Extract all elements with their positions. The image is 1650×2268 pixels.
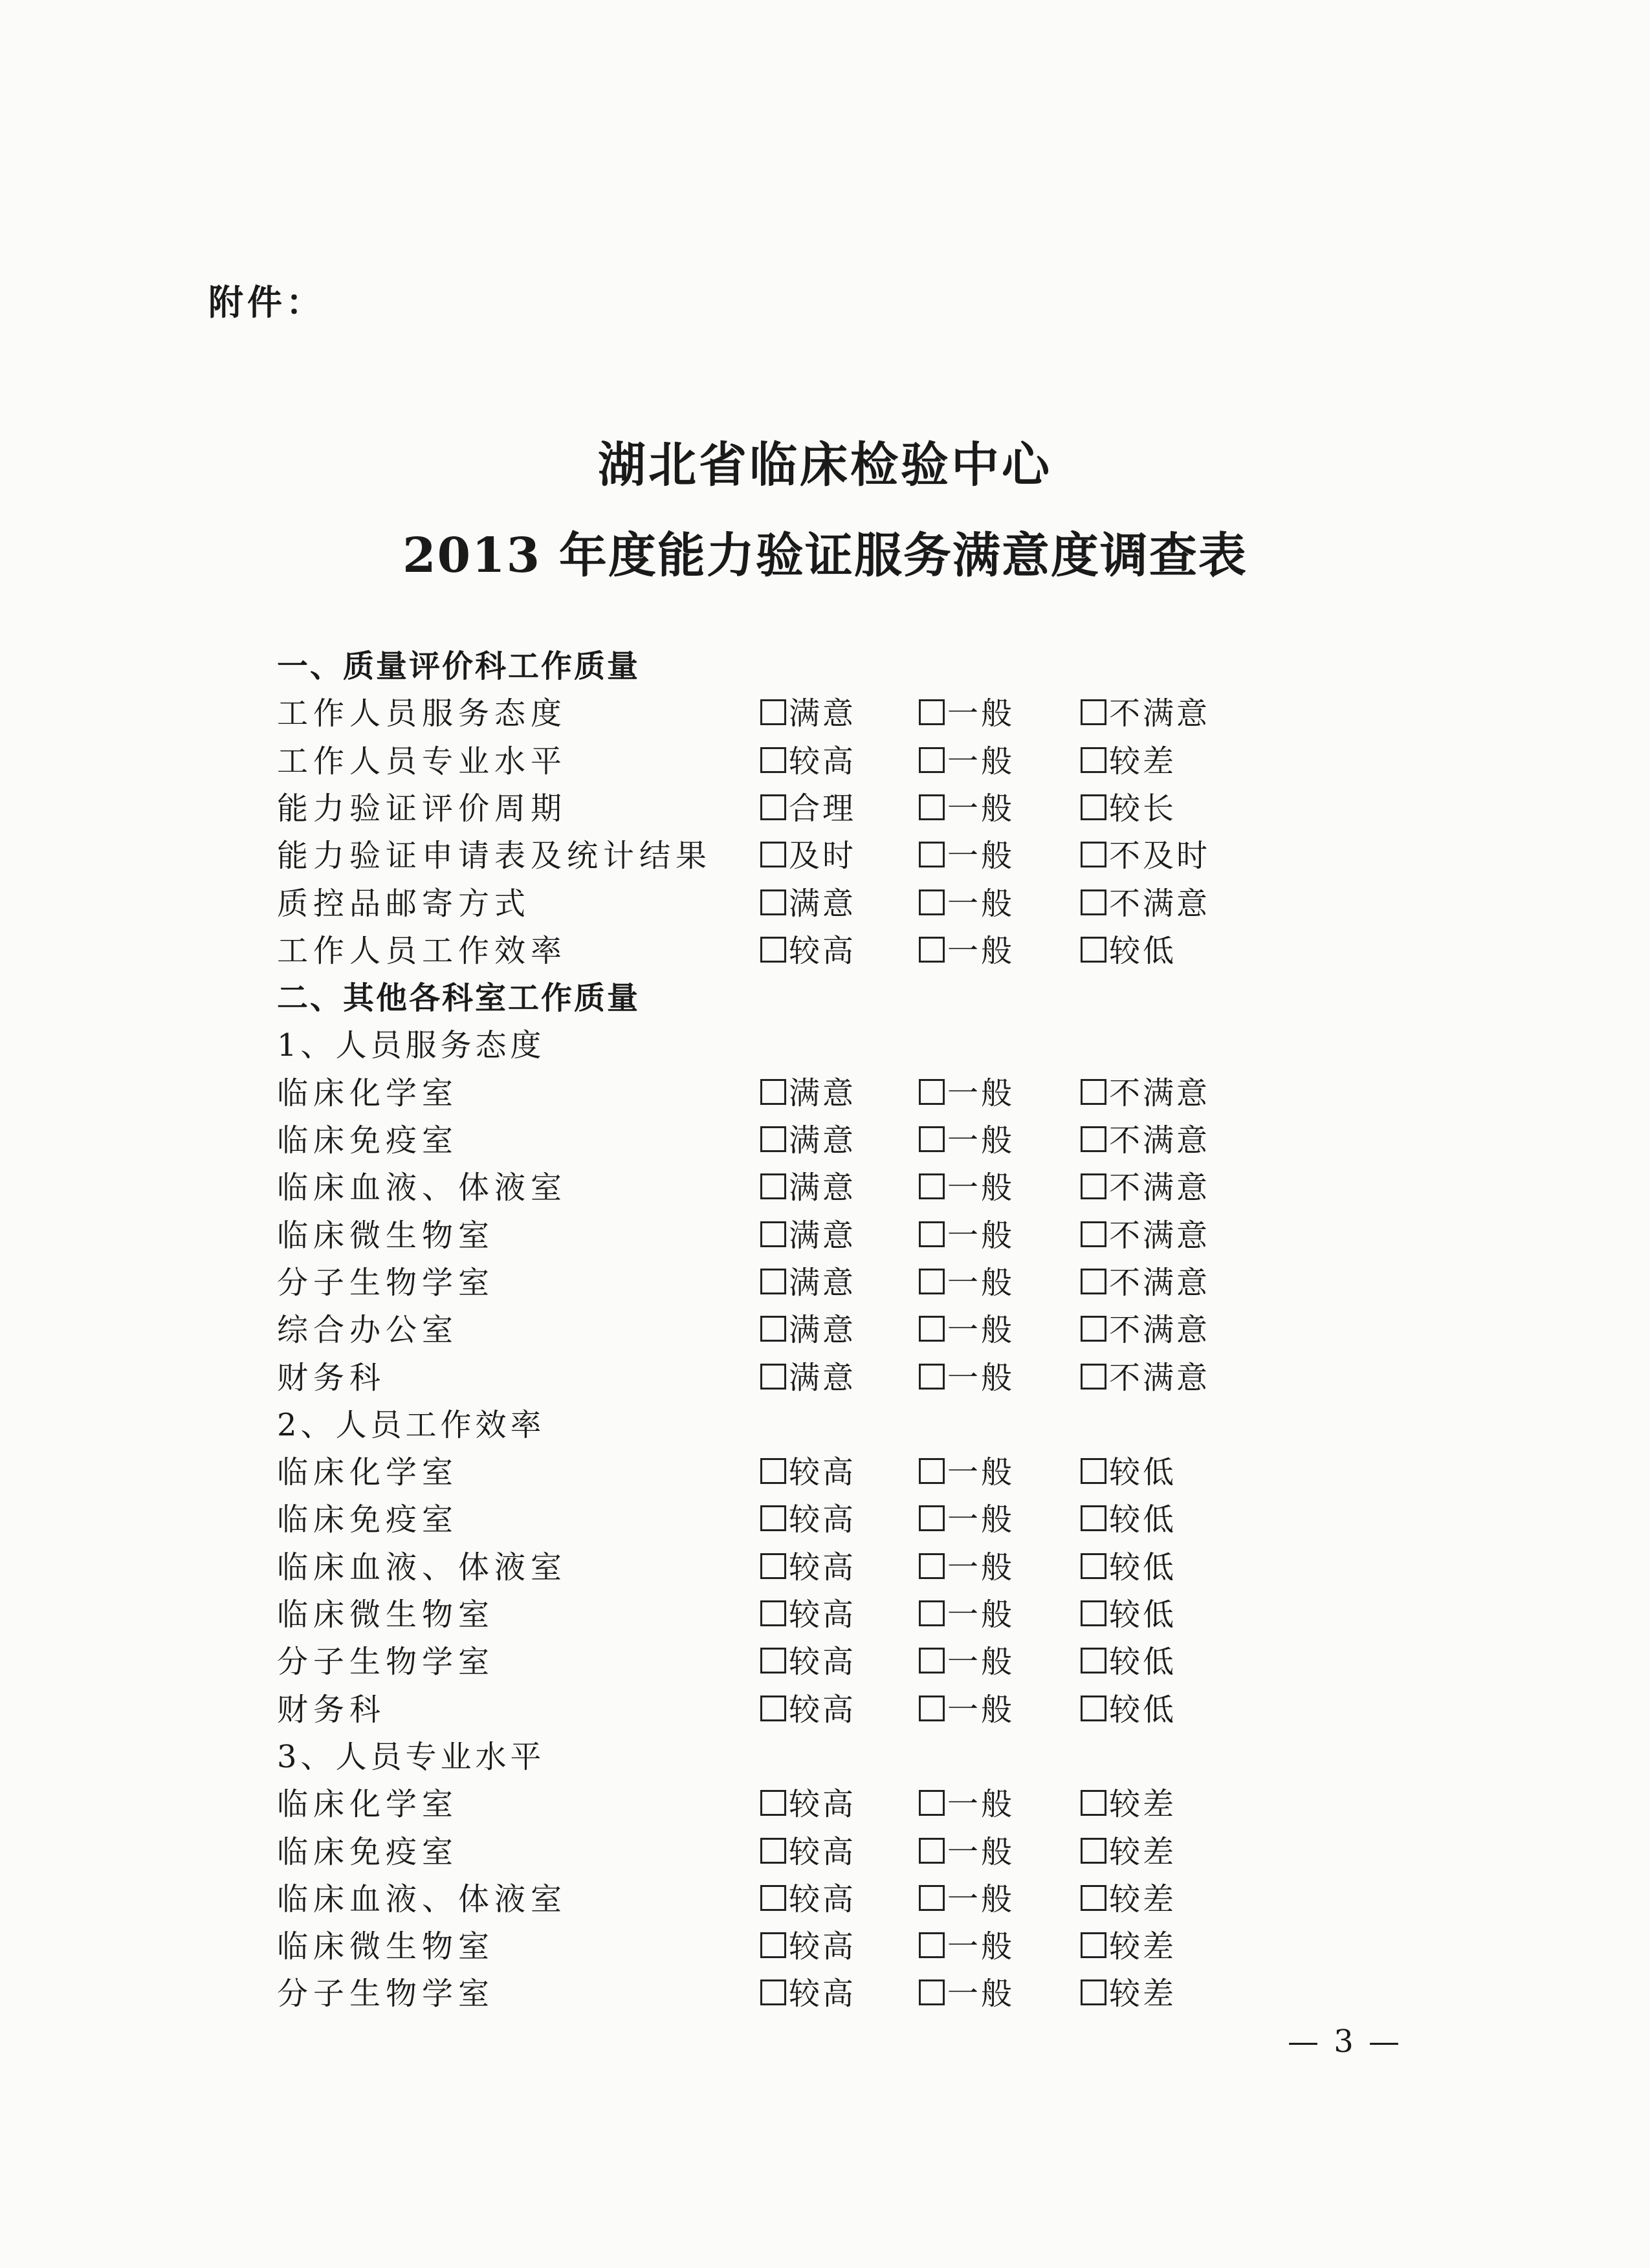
option-1[interactable] [760, 1785, 856, 1824]
option-2[interactable] [919, 1500, 1015, 1539]
option-1[interactable] [760, 1880, 856, 1919]
option-label: 较高 [789, 1833, 857, 1870]
option-label: 不满意 [1109, 695, 1211, 732]
row-label: 分子生物学室 [277, 1644, 495, 1681]
survey-row [0, 1927, 1650, 1975]
subsection-heading [0, 1406, 1650, 1454]
option-1[interactable] [760, 789, 856, 828]
option-3[interactable] [1081, 1785, 1176, 1824]
option-label: 一般 [947, 790, 1015, 827]
subsection-heading [0, 1738, 1650, 1785]
survey-row [0, 1642, 1650, 1690]
checkbox-icon[interactable] [919, 1696, 945, 1721]
survey-row [0, 1121, 1650, 1169]
option-label: 一般 [947, 1122, 1015, 1159]
checkbox-icon[interactable] [760, 1790, 786, 1816]
option-1[interactable] [760, 1595, 856, 1634]
option-3[interactable] [1081, 1216, 1210, 1255]
survey-row [0, 884, 1650, 932]
option-2[interactable] [919, 1263, 1015, 1302]
option-label: 不满意 [1109, 1264, 1211, 1301]
checkbox-icon[interactable] [1081, 1364, 1106, 1390]
checkbox-icon[interactable] [760, 937, 786, 963]
option-3[interactable] [1081, 836, 1210, 875]
survey-row [0, 742, 1650, 790]
row-label: 临床免疫室 [277, 1501, 459, 1538]
checkbox-icon[interactable] [919, 1173, 945, 1199]
checkbox-icon[interactable] [1081, 1648, 1106, 1674]
option-3[interactable] [1081, 884, 1210, 923]
option-2[interactable] [919, 1358, 1015, 1397]
option-3[interactable] [1081, 1121, 1210, 1160]
checkbox-icon[interactable] [1081, 889, 1106, 915]
checkbox-icon[interactable] [1081, 937, 1106, 963]
option-label: 较低 [1109, 932, 1177, 969]
checkbox-icon[interactable] [919, 842, 945, 867]
option-label: 较高 [789, 932, 857, 969]
option-label: 不满意 [1109, 1170, 1211, 1206]
option-3[interactable] [1081, 1927, 1176, 1966]
option-1[interactable] [760, 1453, 856, 1492]
checkbox-icon[interactable] [760, 1269, 786, 1294]
option-label: 不满意 [1109, 885, 1211, 922]
option-2[interactable] [919, 836, 1015, 875]
checkbox-icon[interactable] [1081, 842, 1106, 867]
checkbox-icon[interactable] [1081, 1458, 1106, 1484]
option-label: 较低 [1109, 1597, 1177, 1633]
option-2[interactable] [919, 1642, 1015, 1681]
option-label: 较差 [1109, 1833, 1177, 1870]
option-label: 不满意 [1109, 1122, 1211, 1159]
option-1[interactable] [760, 932, 856, 970]
option-3[interactable] [1081, 1880, 1176, 1919]
option-1[interactable] [760, 1311, 856, 1349]
option-1[interactable] [760, 1974, 856, 2013]
option-label: 满意 [789, 1122, 857, 1159]
survey-row [0, 1880, 1650, 1928]
checkbox-icon[interactable] [919, 1979, 945, 2005]
checkbox-icon[interactable] [760, 1505, 786, 1531]
option-label: 较高 [789, 1501, 857, 1538]
option-label: 满意 [789, 1312, 857, 1349]
option-2[interactable] [919, 1168, 1015, 1207]
checkbox-icon[interactable] [760, 889, 786, 915]
option-3[interactable] [1081, 1833, 1176, 1871]
row-label: 临床血液、体液室 [277, 1170, 567, 1206]
option-3[interactable] [1081, 789, 1176, 828]
option-3[interactable] [1081, 1595, 1176, 1634]
row-label: 能力验证申请表及统计结果 [277, 838, 712, 875]
checkbox-icon[interactable] [1081, 1221, 1106, 1247]
checkbox-icon[interactable] [1081, 1316, 1106, 1342]
survey-row [0, 1074, 1650, 1122]
option-label: 一般 [947, 695, 1015, 732]
checkbox-icon[interactable] [919, 1932, 945, 1958]
option-2[interactable] [919, 1690, 1015, 1729]
heading-label: 二、其他各科室工作质量 [277, 980, 641, 1017]
row-label: 临床化学室 [277, 1074, 459, 1111]
checkbox-icon[interactable] [919, 1553, 945, 1579]
option-2[interactable] [919, 1785, 1015, 1824]
option-label: 较高 [789, 1928, 857, 1965]
checkbox-icon[interactable] [1081, 747, 1106, 773]
option-label: 不满意 [1109, 1359, 1211, 1396]
option-label: 一般 [947, 1691, 1015, 1728]
option-3[interactable] [1081, 1168, 1210, 1207]
checkbox-icon[interactable] [760, 1979, 786, 2005]
checkbox-icon[interactable] [1081, 1838, 1106, 1864]
heading-label: 一、质量评价科工作质量 [277, 648, 641, 684]
option-label: 较差 [1109, 1786, 1177, 1823]
option-label: 一般 [947, 1786, 1015, 1823]
row-label: 工作人员服务态度 [277, 695, 567, 732]
option-2[interactable] [919, 1833, 1015, 1871]
option-2[interactable] [919, 884, 1015, 923]
option-1[interactable] [760, 1216, 856, 1255]
survey-row [0, 1311, 1650, 1358]
option-2[interactable] [919, 742, 1015, 781]
option-label: 一般 [947, 1264, 1015, 1301]
option-label: 较差 [1109, 743, 1177, 780]
option-3[interactable] [1081, 694, 1210, 733]
attachment-label: 附件： [208, 282, 325, 323]
checkbox-icon[interactable] [919, 1364, 945, 1390]
checkbox-icon[interactable] [760, 1648, 786, 1674]
option-1[interactable] [760, 836, 856, 875]
option-label: 较高 [789, 1454, 857, 1491]
option-label: 较高 [789, 743, 857, 780]
checkbox-icon[interactable] [1081, 1790, 1106, 1816]
row-label: 临床化学室 [277, 1786, 459, 1823]
option-1[interactable] [760, 1168, 856, 1207]
option-label: 满意 [789, 1264, 857, 1301]
checkbox-icon[interactable] [760, 1553, 786, 1579]
option-3[interactable] [1081, 1311, 1210, 1349]
option-3[interactable] [1081, 1690, 1176, 1729]
heading-label: 2、人员工作效率 [277, 1406, 545, 1443]
option-label: 满意 [789, 1170, 857, 1206]
checkbox-icon[interactable] [1081, 1505, 1106, 1531]
checkbox-icon[interactable] [919, 1600, 945, 1626]
survey-row [0, 1216, 1650, 1264]
option-label: 一般 [947, 1217, 1015, 1254]
checkbox-icon[interactable] [760, 747, 786, 773]
option-label: 一般 [947, 885, 1015, 922]
row-label: 分子生物学室 [277, 1264, 495, 1301]
option-label: 一般 [947, 1501, 1015, 1538]
checkbox-icon[interactable] [919, 747, 945, 773]
row-label: 临床血液、体液室 [277, 1881, 567, 1917]
checkbox-icon[interactable] [1081, 1173, 1106, 1199]
option-2[interactable] [919, 1595, 1015, 1634]
option-label: 一般 [947, 1928, 1015, 1965]
option-2[interactable] [919, 1548, 1015, 1587]
option-label: 不满意 [1109, 1074, 1211, 1111]
survey-row [0, 1548, 1650, 1596]
checkbox-icon[interactable] [760, 794, 786, 820]
option-label: 较低 [1109, 1644, 1177, 1681]
option-2[interactable] [919, 1121, 1015, 1160]
subsection-heading [0, 1026, 1650, 1074]
section-heading [0, 647, 1650, 695]
checkbox-icon[interactable] [919, 937, 945, 963]
survey-row [0, 694, 1650, 742]
checkbox-icon[interactable] [1081, 1932, 1106, 1958]
option-label: 一般 [947, 743, 1015, 780]
checkbox-icon[interactable] [760, 1458, 786, 1484]
option-label: 较高 [789, 1691, 857, 1728]
option-label: 较高 [789, 1549, 857, 1586]
checkbox-icon[interactable] [760, 1079, 786, 1105]
checkbox-icon[interactable] [919, 1269, 945, 1294]
section-heading [0, 979, 1650, 1027]
checkbox-icon[interactable] [760, 1885, 786, 1911]
option-label: 较高 [789, 1597, 857, 1633]
option-3[interactable] [1081, 1548, 1176, 1587]
row-label: 综合办公室 [277, 1312, 459, 1349]
checkbox-icon[interactable] [919, 1505, 945, 1531]
option-label: 满意 [789, 1217, 857, 1254]
option-label: 一般 [947, 838, 1015, 875]
row-label: 临床免疫室 [277, 1122, 459, 1159]
survey-row [0, 1974, 1650, 2022]
option-1[interactable] [760, 1263, 856, 1302]
option-label: 一般 [947, 1454, 1015, 1491]
checkbox-icon[interactable] [1081, 1079, 1106, 1105]
row-label: 财务科 [277, 1691, 386, 1728]
checkbox-icon[interactable] [1081, 1126, 1106, 1152]
survey-row [0, 1358, 1650, 1406]
row-label: 分子生物学室 [277, 1976, 495, 2012]
checkbox-icon[interactable] [919, 1316, 945, 1342]
option-label: 一般 [947, 1644, 1015, 1681]
checkbox-icon[interactable] [919, 1790, 945, 1816]
option-3[interactable] [1081, 932, 1176, 970]
checkbox-icon[interactable] [919, 1648, 945, 1674]
option-1[interactable] [760, 742, 856, 781]
option-label: 较低 [1109, 1454, 1177, 1491]
form-title: 湖北省临床检验中心 [598, 437, 1052, 493]
option-label: 一般 [947, 1833, 1015, 1870]
checkbox-icon[interactable] [760, 1173, 786, 1199]
option-label: 一般 [947, 1170, 1015, 1206]
survey-row [0, 1500, 1650, 1548]
checkbox-icon[interactable] [760, 1126, 786, 1152]
option-label: 不及时 [1109, 838, 1211, 875]
option-3[interactable] [1081, 1358, 1210, 1397]
checkbox-icon[interactable] [919, 1458, 945, 1484]
checkbox-icon[interactable] [1081, 1979, 1106, 2005]
option-label: 较差 [1109, 1976, 1177, 2012]
option-label: 一般 [947, 1074, 1015, 1111]
row-label: 临床微生物室 [277, 1217, 495, 1254]
survey-row [0, 1785, 1650, 1833]
checkbox-icon[interactable] [919, 794, 945, 820]
option-2[interactable] [919, 1927, 1015, 1966]
row-label: 工作人员工作效率 [277, 932, 567, 969]
checkbox-icon[interactable] [760, 699, 786, 725]
checkbox-icon[interactable] [1081, 1696, 1106, 1721]
heading-label: 1、人员服务态度 [277, 1027, 545, 1064]
form-subtitle: 2013 年度能力验证服务满意度调查表 [402, 528, 1248, 583]
option-3[interactable] [1081, 1500, 1176, 1539]
checkbox-icon[interactable] [919, 889, 945, 915]
checkbox-icon[interactable] [760, 842, 786, 867]
option-label: 满意 [789, 1359, 857, 1396]
option-3[interactable] [1081, 1642, 1176, 1681]
option-label: 较差 [1109, 1928, 1177, 1965]
option-label: 较高 [789, 1881, 857, 1917]
option-2[interactable] [919, 1074, 1015, 1113]
option-1[interactable] [760, 1358, 856, 1397]
option-label: 满意 [789, 885, 857, 922]
row-label: 临床微生物室 [277, 1597, 495, 1633]
survey-row [0, 1263, 1650, 1311]
survey-row [0, 932, 1650, 979]
option-label: 满意 [789, 695, 857, 732]
checkbox-icon[interactable] [760, 1316, 786, 1342]
checkbox-icon[interactable] [919, 1079, 945, 1105]
option-2[interactable] [919, 932, 1015, 970]
option-1[interactable] [760, 1074, 856, 1113]
option-1[interactable] [760, 884, 856, 923]
checkbox-icon[interactable] [1081, 794, 1106, 820]
option-1[interactable] [760, 1927, 856, 1966]
option-1[interactable] [760, 1500, 856, 1539]
option-label: 较低 [1109, 1501, 1177, 1538]
survey-row [0, 1168, 1650, 1216]
survey-row [0, 836, 1650, 884]
row-label: 临床微生物室 [277, 1928, 495, 1965]
checkbox-icon[interactable] [760, 1838, 786, 1864]
survey-row [0, 1453, 1650, 1501]
row-label: 能力验证评价周期 [277, 790, 567, 827]
checkbox-icon[interactable] [760, 1696, 786, 1721]
checkbox-icon[interactable] [1081, 1600, 1106, 1626]
option-label: 一般 [947, 932, 1015, 969]
option-label: 一般 [947, 1549, 1015, 1586]
option-label: 及时 [789, 838, 857, 875]
option-1[interactable] [760, 694, 856, 733]
option-3[interactable] [1081, 1263, 1210, 1302]
survey-row [0, 1690, 1650, 1738]
option-1[interactable] [760, 1121, 856, 1160]
heading-label: 3、人员专业水平 [277, 1738, 545, 1775]
option-2[interactable] [919, 694, 1015, 733]
option-label: 不满意 [1109, 1312, 1211, 1349]
checkbox-icon[interactable] [919, 1838, 945, 1864]
option-label: 较长 [1109, 790, 1177, 827]
option-label: 一般 [947, 1881, 1015, 1917]
option-label: 较高 [789, 1786, 857, 1823]
row-label: 临床血液、体液室 [277, 1549, 567, 1586]
checkbox-icon[interactable] [919, 1126, 945, 1152]
option-label: 满意 [789, 1074, 857, 1111]
option-1[interactable] [760, 1690, 856, 1729]
row-label: 工作人员专业水平 [277, 743, 567, 780]
survey-row [0, 1595, 1650, 1643]
checkbox-icon[interactable] [760, 1600, 786, 1626]
option-label: 一般 [947, 1597, 1015, 1633]
survey-row [0, 1833, 1650, 1881]
option-label: 较高 [789, 1976, 857, 2012]
option-label: 一般 [947, 1312, 1015, 1349]
row-label: 质控品邮寄方式 [277, 885, 531, 922]
option-2[interactable] [919, 1311, 1015, 1349]
survey-row [0, 789, 1650, 837]
option-label: 合理 [789, 790, 857, 827]
option-label: 较低 [1109, 1549, 1177, 1586]
option-1[interactable] [760, 1548, 856, 1587]
option-1[interactable] [760, 1833, 856, 1871]
checkbox-icon[interactable] [919, 1885, 945, 1911]
option-1[interactable] [760, 1642, 856, 1681]
option-label: 较高 [789, 1644, 857, 1681]
option-2[interactable] [919, 1216, 1015, 1255]
option-label: 一般 [947, 1359, 1015, 1396]
checkbox-icon[interactable] [760, 1221, 786, 1247]
page-number: — 3 — [1288, 2023, 1403, 2060]
checkbox-icon[interactable] [1081, 699, 1106, 725]
checkbox-icon[interactable] [919, 1221, 945, 1247]
checkbox-icon[interactable] [760, 1932, 786, 1958]
checkbox-icon[interactable] [919, 699, 945, 725]
option-3[interactable] [1081, 1974, 1176, 2013]
option-2[interactable] [919, 1453, 1015, 1492]
checkbox-icon[interactable] [1081, 1885, 1106, 1911]
option-3[interactable] [1081, 1074, 1210, 1113]
row-label: 临床免疫室 [277, 1833, 459, 1870]
checkbox-icon[interactable] [1081, 1553, 1106, 1579]
option-label: 较差 [1109, 1881, 1177, 1917]
row-label: 临床化学室 [277, 1454, 459, 1491]
checkbox-icon[interactable] [1081, 1269, 1106, 1294]
option-label: 不满意 [1109, 1217, 1211, 1254]
option-2[interactable] [919, 789, 1015, 828]
option-label: 一般 [947, 1976, 1015, 2012]
option-2[interactable] [919, 1974, 1015, 2013]
checkbox-icon[interactable] [760, 1364, 786, 1390]
option-label: 较低 [1109, 1691, 1177, 1728]
option-3[interactable] [1081, 1453, 1176, 1492]
row-label: 财务科 [277, 1359, 386, 1396]
option-2[interactable] [919, 1880, 1015, 1919]
option-3[interactable] [1081, 742, 1176, 781]
